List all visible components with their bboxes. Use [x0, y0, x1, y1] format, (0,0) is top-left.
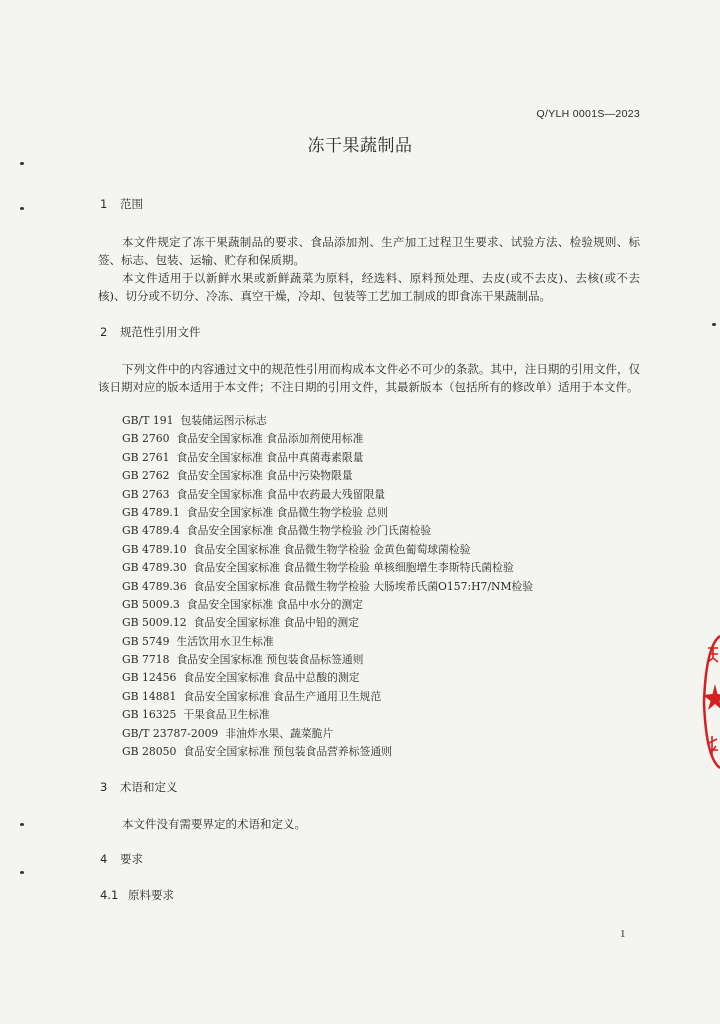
- subsection-heading-raw-materials: [100, 887, 174, 903]
- reference-item: [122, 450, 533, 468]
- reference-title: 食品安全国家标准 食品中农药最大残留限量: [176, 487, 386, 501]
- reference-code: GB 5009.3: [122, 597, 180, 611]
- section-heading-scope: [100, 196, 143, 212]
- reference-item: [122, 689, 533, 707]
- reference-code: GB 5749: [122, 634, 170, 648]
- section-number: 2: [100, 325, 108, 339]
- reference-item: [122, 542, 533, 560]
- reference-title: 食品安全国家标准 食品中水分的测定: [186, 597, 363, 611]
- document-title: 冻干果蔬制品: [307, 136, 413, 156]
- reference-title: 生活饮用水卫生标准: [176, 634, 274, 648]
- terms-paragraph: 本文件没有需要界定的术语和定义。: [122, 817, 306, 831]
- reference-item: [122, 744, 533, 762]
- reference-code: GB 7718: [122, 653, 170, 667]
- reference-code: GB/T 191: [122, 414, 174, 427]
- scan-speck: [712, 323, 716, 326]
- page-number: 1: [620, 928, 626, 940]
- reference-code: GB 4789.30: [122, 561, 187, 575]
- reference-item: [122, 652, 533, 670]
- scan-speck: [20, 871, 24, 874]
- section-heading-terms: [100, 779, 178, 795]
- reference-code: GB 28050: [122, 745, 177, 759]
- reference-title: 干果食品卫生标准: [183, 708, 270, 722]
- normative-refs-intro: 下列文件中的内容通过文中的规范性引用而构成本文件必不可少的条款。其中，注日期的引用文件，仅该日期对应的版本适用于本文件；不注日期的引用文件，其最新版本（包括所有的修改单）适用于本文件。: [98, 362, 640, 394]
- reference-item: [122, 523, 533, 541]
- reference-code: GB 4789.4: [122, 524, 180, 538]
- reference-title: 食品安全国家标准 食品生产通用卫生规范: [183, 689, 382, 703]
- reference-item: [122, 597, 533, 615]
- reference-title: 食品安全国家标准 预包装食品标签通则: [176, 653, 364, 667]
- reference-title: 食品安全国家标准 食品微生物学检验 大肠埃希氏菌O157:H7/NM检验: [193, 579, 534, 593]
- reference-item: [122, 615, 533, 633]
- section-title: 要求: [120, 852, 143, 866]
- scan-speck: [20, 162, 24, 165]
- section-heading-normative-refs: [100, 324, 201, 340]
- reference-item: [122, 487, 533, 505]
- reference-item: [122, 634, 533, 652]
- scope-paragraph-2: 本文件适用于以新鲜水果或新鲜蔬菜为原料，经选料、原料预处理、去皮(或不去皮)、去核(或不去核)、切分或不切分、冷冻、真空干燥，冷却、包装等工艺加工制成的即食冻干果蔬制品。: [98, 271, 640, 303]
- reference-code: GB 12456: [122, 671, 177, 685]
- reference-code: GB 14881: [122, 689, 177, 703]
- reference-code: GB 16325: [122, 708, 177, 722]
- reference-code: GB 4789.1: [122, 505, 180, 519]
- scan-speck: [20, 823, 24, 826]
- reference-title: 食品安全国家标准 食品中总酸的测定: [183, 671, 360, 685]
- section-title: 规范性引用文件: [120, 325, 201, 339]
- reference-title: 食品安全国家标准 食品微生物学检验 沙门氏菌检验: [186, 524, 432, 538]
- reference-item: [122, 560, 533, 578]
- reference-title: 食品安全国家标准 食品中真菌毒素限量: [176, 450, 364, 464]
- reference-title: 食品安全国家标准 食品微生物学检验 金黄色葡萄球菌检验: [193, 542, 471, 556]
- reference-item: [122, 505, 533, 523]
- reference-title: 非油炸水果、蔬菜脆片: [225, 726, 334, 740]
- reference-item: [122, 468, 533, 486]
- section-heading-requirements: [100, 851, 143, 867]
- section-number: 4: [100, 852, 108, 866]
- reference-item: [122, 726, 533, 744]
- document-code: Q/YLH 0001S—2023: [536, 108, 640, 120]
- section-title: 范围: [120, 197, 143, 211]
- reference-code: GB 2762: [122, 469, 170, 483]
- reference-code: GB 2763: [122, 487, 170, 501]
- reference-code: GB 5009.12: [122, 616, 187, 630]
- reference-item: [122, 413, 533, 431]
- reference-item: [122, 579, 533, 597]
- reference-item: [122, 707, 533, 725]
- reference-item: [122, 670, 533, 688]
- subsection-title: 原料要求: [128, 888, 174, 902]
- reference-title: 食品安全国家标准 食品微生物学检验 单核细胞增生李斯特氏菌检验: [193, 561, 514, 575]
- reference-code: GB/T 23787-2009: [122, 726, 219, 740]
- seal-stamp-fragment: [700, 632, 720, 772]
- section-number: 3: [100, 780, 108, 794]
- subsection-number: 4.1: [100, 888, 119, 902]
- reference-list: [122, 413, 533, 762]
- reference-title: 食品安全国家标准 食品添加剂使用标准: [176, 432, 364, 446]
- scan-speck: [20, 207, 24, 210]
- reference-title: 食品安全国家标准 食品中污染物限量: [176, 469, 353, 483]
- reference-code: GB 4789.10: [122, 542, 187, 556]
- section-title: 术语和定义: [120, 780, 178, 794]
- reference-item: [122, 431, 533, 449]
- reference-code: GB 2761: [122, 450, 170, 464]
- reference-title: 食品安全国家标准 食品中铅的测定: [193, 616, 360, 630]
- reference-title: 食品安全国家标准 食品微生物学检验 总则: [186, 505, 388, 519]
- reference-title: 食品安全国家标准 预包装食品营养标签通则: [183, 745, 392, 759]
- reference-code: GB 2760: [122, 432, 170, 446]
- reference-code: GB 4789.36: [122, 579, 187, 593]
- section-number: 1: [100, 197, 108, 211]
- scope-paragraph-1: 本文件规定了冻干果蔬制品的要求、食品添加剂、生产加工过程卫生要求、试验方法、检验规则、标签、标志、包装、运输、贮存和保质期。: [98, 235, 640, 267]
- reference-title: 包装储运图示标志: [180, 414, 267, 427]
